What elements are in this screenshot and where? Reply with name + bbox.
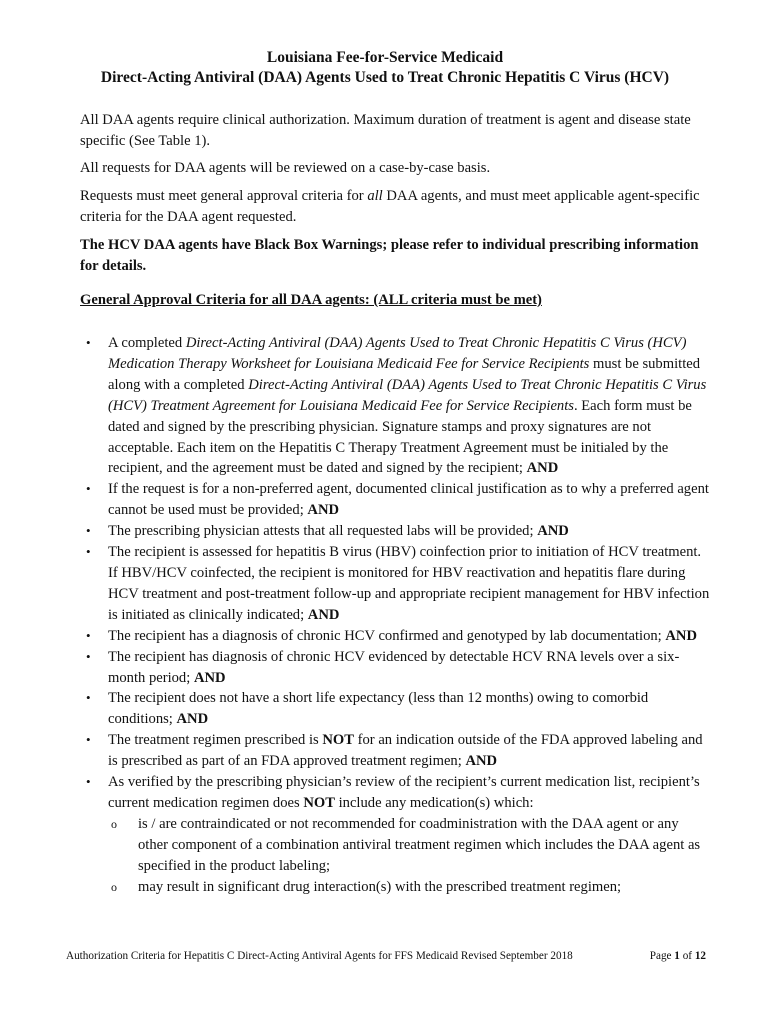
intro-paragraph-requests xyxy=(80,186,710,227)
sub-item-text: is / are contraindicated or not recommended for coadministration with the DAA agent or any other component of a combination antiviral treatment regimen which includes the DAA agent as specified in the product labeling; xyxy=(138,815,701,874)
black-box-warning: The HCV DAA agents have Black Box Warnings; please refer to individual prescribing information for details. xyxy=(80,237,699,274)
criteria-item-life-expectancy xyxy=(80,688,710,730)
and-conjunction: AND xyxy=(176,711,209,728)
page-label: Page xyxy=(649,950,675,962)
not-emphasis: NOT xyxy=(303,794,335,811)
criteria-text: . Each form must be dated and signed by the prescribing physician. Signature stamps and proxy signatures are not acceptable. Each item on the Hepatitis C Therapy Treatment Agreement must be initialed by the recipient, and the agreement must be dated and signed by the recipient; xyxy=(108,397,692,477)
footer-page-number xyxy=(650,948,706,964)
requests-text-italic: all xyxy=(367,188,383,204)
medication-sub-list xyxy=(108,814,710,898)
bullet-icon: • xyxy=(86,774,91,790)
bullet-icon: • xyxy=(86,627,91,643)
and-conjunction: AND xyxy=(307,502,340,519)
and-conjunction: AND xyxy=(465,753,498,770)
sub-bullet-icon: o xyxy=(111,816,117,831)
bullet-icon: • xyxy=(86,732,91,748)
worksheet-form-title: Direct-Acting Antiviral (DAA) Agents Used to Treat Chronic Hepatitis C Virus (HCV) Medication Therapy Worksheet for Louisiana Medicaid Fee for Service Recipients xyxy=(108,335,687,372)
criteria-text: must be submitted along with a completed xyxy=(108,355,701,393)
not-emphasis: NOT xyxy=(322,732,354,749)
criteria-item-labs xyxy=(80,521,710,542)
criteria-list xyxy=(80,333,710,897)
bullet-icon: • xyxy=(86,690,91,706)
requests-text-before: Requests must meet general approval criteria for xyxy=(80,188,368,204)
bullet-icon: • xyxy=(86,481,91,497)
intro-paragraph-review: All requests for DAA agents will be reviewed on a case-by-case basis. xyxy=(80,160,491,176)
criteria-text: The recipient is assessed for hepatitis B virus (HBV) coinfection prior to initiation of HCV treatment. If HBV/HCV coinfected, the recipient is monitored for HBV reactivation and hepatitis flare during HCV treatment and post-treatment follow-up and appropriate recipient management for HBV infection is initiated as clinically indicated; xyxy=(108,544,710,623)
intro-paragraph-authorization: All DAA agents require clinical authorization. Maximum duration of treatment is agent and disease state specific (See Table 1). xyxy=(80,112,691,149)
sub-item-text: may result in significant drug interaction(s) with the prescribed treatment regimen; xyxy=(138,878,622,895)
bullet-icon: • xyxy=(86,648,91,664)
requests-text-after: DAA agents, and must meet applicable agent-specific criteria for the DAA agent requested. xyxy=(80,188,700,225)
bullet-icon: • xyxy=(86,544,91,560)
criteria-text: As verified by the prescribing physician’s review of the recipient’s current medication list, recipient’s current medication regimen does xyxy=(108,774,700,811)
document-title-line2: Direct-Acting Antiviral (DAA) Agents Used to Treat Chronic Hepatitis C Virus (HCV) xyxy=(100,69,670,86)
criteria-item-fda-labeling xyxy=(80,730,710,772)
criteria-text: The prescribing physician attests that all requested labs will be provided; xyxy=(108,523,538,540)
page-of-label: of xyxy=(679,950,695,962)
sub-item-drug-interaction xyxy=(108,877,710,898)
bullet-icon: • xyxy=(86,335,91,350)
criteria-text: If the request is for a non-preferred agent, documented clinical justification as to why a preferred agent cannot be used must be provided; xyxy=(108,481,709,519)
criteria-item-hbv xyxy=(80,542,710,626)
criteria-item-worksheet xyxy=(80,333,710,479)
and-conjunction: AND xyxy=(665,627,698,644)
criteria-text: The recipient has diagnosis of chronic HCV evidenced by detectable HCV RNA levels over a six-month period; xyxy=(108,648,680,686)
section-heading-general-criteria: General Approval Criteria for all DAA agents: (ALL criteria must be met) xyxy=(80,292,542,308)
criteria-item-genotype xyxy=(80,626,710,647)
criteria-item-non-preferred xyxy=(80,479,710,521)
agreement-form-title: Direct-Acting Antiviral (DAA) Agents Used to Treat Chronic Hepatitis C Virus (HCV) Treatment Agreement for Louisiana Medicaid Fee for Service Recipients xyxy=(108,376,707,414)
criteria-text: The recipient has a diagnosis of chronic HCV confirmed and genotyped by lab documentation; xyxy=(108,627,666,644)
criteria-text: A completed xyxy=(108,335,186,351)
and-conjunction: AND xyxy=(526,460,559,477)
document-title-line1: Louisiana Fee-for-Service Medicaid xyxy=(266,49,504,66)
page-current: 1 xyxy=(674,950,680,962)
and-conjunction: AND xyxy=(537,523,569,540)
criteria-item-rna-levels xyxy=(80,647,710,689)
footer-document-info: Authorization Criteria for Hepatitis C Direct-Acting Antiviral Agents for FFS Medicaid Revised September 2018 xyxy=(66,950,573,962)
sub-bullet-icon: o xyxy=(111,879,117,894)
page-total: 12 xyxy=(694,950,706,962)
criteria-item-medication-list xyxy=(80,772,710,897)
criteria-text: include any medication(s) which: xyxy=(334,794,534,811)
and-conjunction: AND xyxy=(193,669,226,686)
sub-item-contraindicated xyxy=(108,814,710,877)
bullet-icon: • xyxy=(86,523,91,539)
criteria-text: The recipient does not have a short life expectancy (less than 12 months) owing to comorbid conditions; xyxy=(108,690,649,728)
criteria-text: for an indication outside of the FDA approved labeling and is prescribed as part of an FDA approved treatment regimen; xyxy=(108,732,703,770)
criteria-text: The treatment regimen prescribed is xyxy=(108,732,323,749)
and-conjunction: AND xyxy=(307,606,340,623)
